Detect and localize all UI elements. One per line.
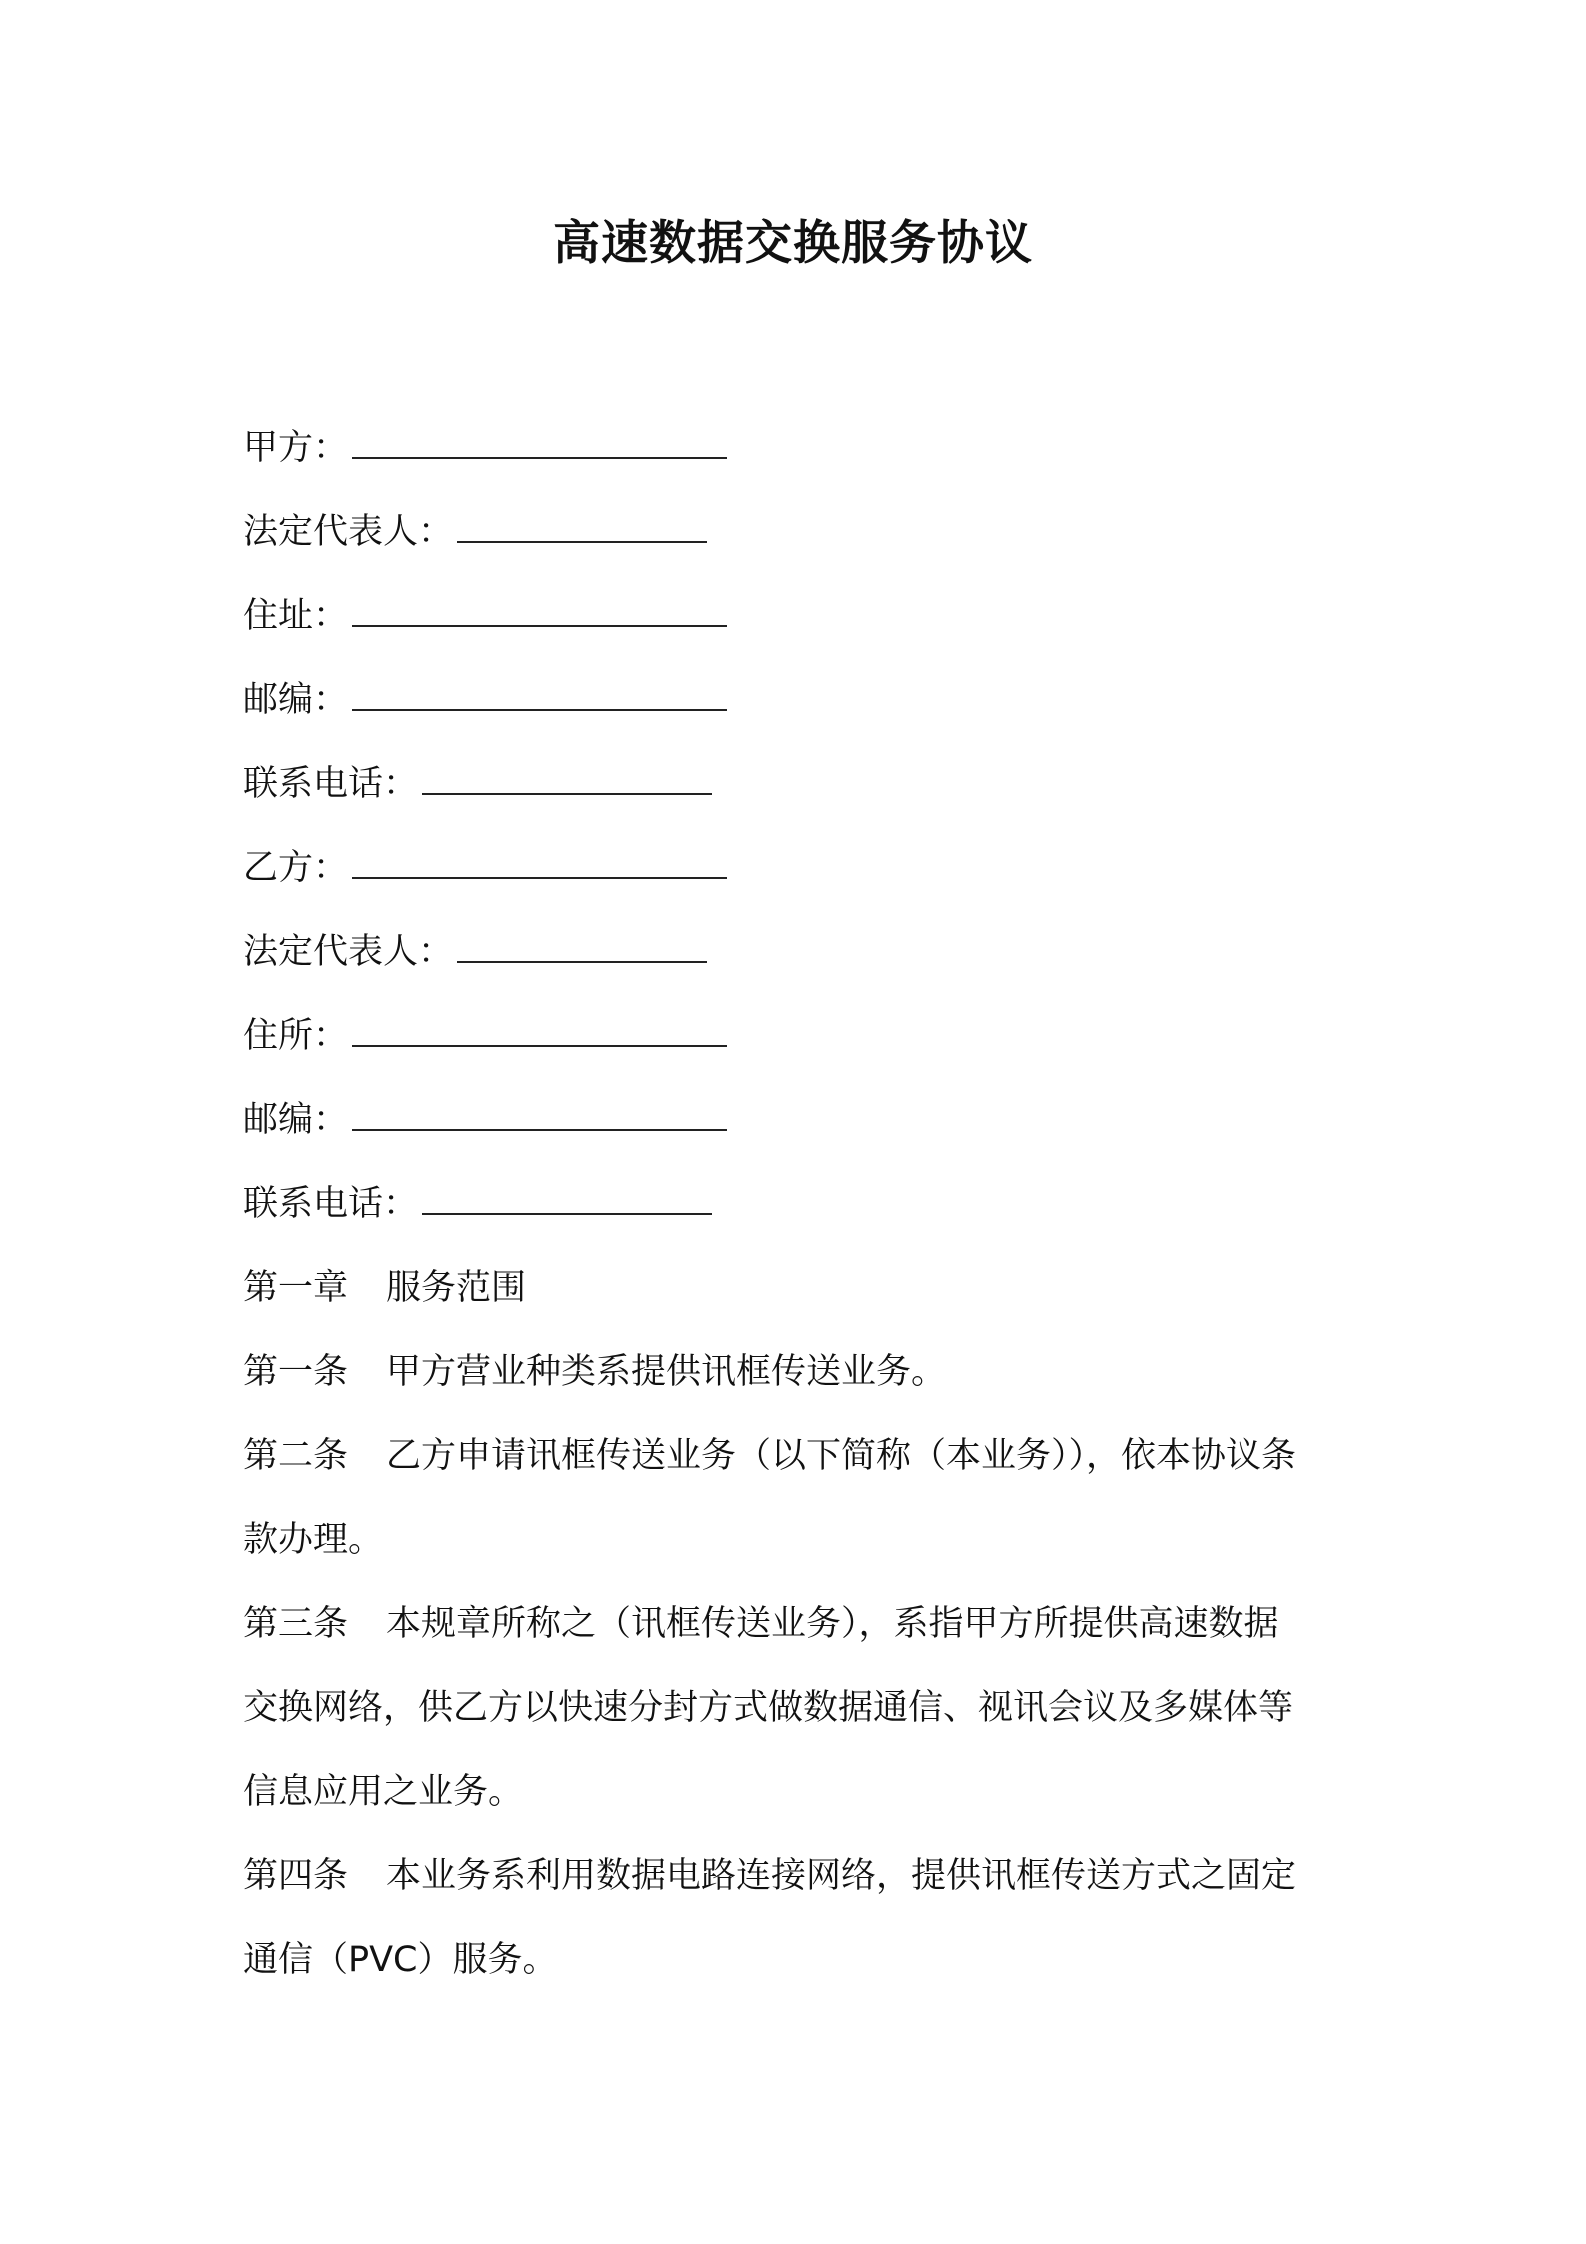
blank-line (352, 429, 727, 459)
field-label: 邮编： (243, 1100, 349, 1140)
article (243, 1414, 1355, 1498)
field-label: 甲方： (243, 428, 349, 468)
field-party-a-representative (243, 490, 1355, 574)
article-number: 第四条 (243, 1856, 349, 1896)
field-label: 住址： (243, 596, 349, 636)
field-label: 法定代表人： (243, 932, 454, 972)
field-party-b-postcode (243, 1078, 1355, 1162)
field-label: 住所： (243, 1016, 349, 1056)
blank-line (352, 1101, 727, 1131)
article-text: 本规章所称之（讯框传送业务），系指甲方所提供高速数据 (386, 1604, 1279, 1644)
document-body (243, 406, 1355, 2002)
field-party-b (243, 826, 1355, 910)
article-continuation: 通信（PVC）服务。 (243, 1940, 558, 1980)
field-party-b-address (243, 994, 1355, 1078)
article-text: 本业务系利用数据电路连接网络，提供讯框传送方式之固定 (386, 1856, 1297, 1896)
article-continuation: 交换网络，供乙方以快速分封方式做数据通信、视讯会议及多媒体等 (243, 1688, 1294, 1728)
blank-line (422, 1185, 712, 1215)
article-text: 甲方营业种类系提供讯框传送业务。 (386, 1352, 947, 1392)
article-number: 第二条 (243, 1436, 349, 1476)
blank-line (352, 681, 727, 711)
blank-line (352, 849, 727, 879)
article-number: 第三条 (243, 1604, 349, 1644)
article (243, 1330, 1355, 1414)
field-party-a-postcode (243, 658, 1355, 742)
blank-line (352, 1017, 727, 1047)
field-label: 邮编： (243, 680, 349, 720)
article (243, 1834, 1355, 1918)
field-label: 法定代表人： (243, 512, 454, 552)
blank-line (422, 765, 712, 795)
article-number: 第一条 (243, 1352, 349, 1392)
field-party-a-address (243, 574, 1355, 658)
field-party-b-phone (243, 1162, 1355, 1246)
article-continuation: 信息应用之业务。 (243, 1772, 524, 1812)
blank-line (352, 597, 727, 627)
field-label: 联系电话： (243, 1184, 419, 1224)
chapter-heading (243, 1246, 1355, 1330)
chapter-name: 服务范围 (386, 1268, 527, 1308)
field-party-a-phone (243, 742, 1355, 826)
field-label: 乙方： (243, 848, 349, 888)
field-label: 联系电话： (243, 764, 419, 804)
article (243, 1582, 1355, 1666)
chapter-number: 第一章 (243, 1268, 349, 1308)
field-party-a (243, 406, 1355, 490)
article-continuation: 款办理。 (243, 1520, 384, 1560)
document-title: 高速数据交换服务协议 (553, 216, 1033, 271)
blank-line (457, 513, 707, 543)
field-party-b-representative (243, 910, 1355, 994)
article-text: 乙方申请讯框传送业务（以下简称（本业务）），依本协议条 (386, 1436, 1297, 1476)
blank-line (457, 933, 707, 963)
